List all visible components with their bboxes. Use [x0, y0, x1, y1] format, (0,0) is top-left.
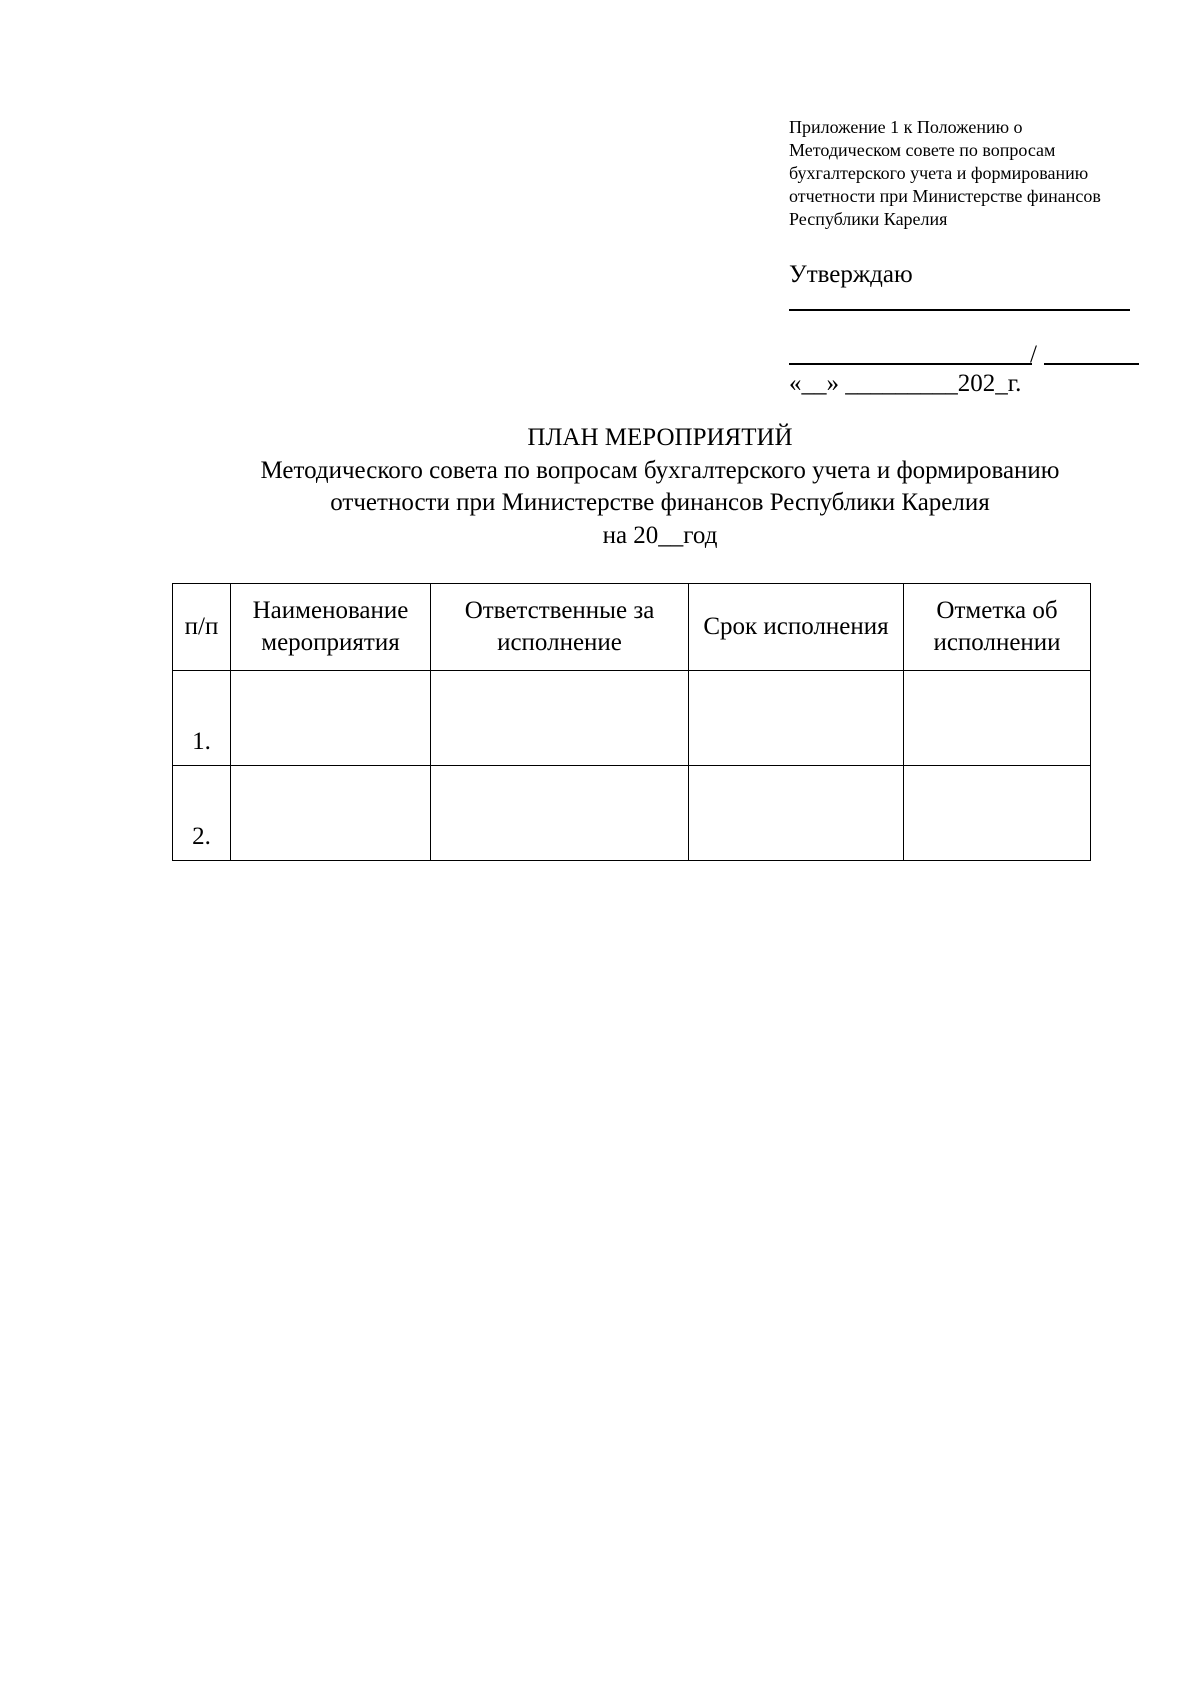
name-line: [1044, 363, 1139, 365]
appendix-line: отчетности при Министерстве финансов: [789, 186, 1101, 206]
document-heading: [100, 422, 1200, 552]
signature-line: [789, 363, 1032, 365]
appendix-line: Республики Карелия: [789, 209, 948, 229]
appendix-line: Методическом совете по вопросам: [789, 140, 1056, 160]
plan-table: [172, 583, 1091, 861]
table-row: [173, 671, 1091, 766]
table-row: [173, 766, 1091, 861]
appendix-note: [789, 116, 1179, 231]
row-completion-mark: [904, 671, 1091, 766]
header-deadline: Срок исполнения: [689, 584, 904, 671]
appendix-line: бухгалтерского учета и формированию: [789, 163, 1089, 183]
row-event-name: [231, 766, 431, 861]
row-responsible: [431, 766, 689, 861]
header-number: п/п: [173, 584, 231, 671]
document-year: на 20__год: [602, 521, 718, 549]
row-number: 1.: [173, 671, 231, 766]
header-event-name: Наименование мероприятия: [231, 584, 431, 671]
document-title: ПЛАН МЕРОПРИЯТИЙ: [527, 424, 793, 451]
approval-date: «__» _________202_г.: [789, 370, 1022, 397]
row-responsible: [431, 671, 689, 766]
document-subtitle-line1: Методического совета по вопросам бухгалтерского учета и формированию: [260, 456, 1060, 484]
approval-block: [789, 259, 1149, 401]
signature-row: [789, 335, 1139, 368]
row-event-name: [231, 671, 431, 766]
approval-title: Утверждаю: [789, 261, 913, 288]
row-deadline: [689, 766, 904, 861]
header-completion-mark: Отметка об исполнении: [904, 584, 1091, 671]
header-responsible: Ответственные за исполнение: [431, 584, 689, 671]
row-deadline: [689, 671, 904, 766]
appendix-line: Приложение 1 к Положению о: [789, 117, 1023, 137]
approver-position-line: [789, 309, 1130, 311]
row-completion-mark: [904, 766, 1091, 861]
signature-separator: /: [1030, 341, 1037, 368]
document-subtitle-line2: отчетности при Министерстве финансов Республики Карелия: [330, 489, 990, 516]
row-number: 2.: [173, 766, 231, 861]
table-header-row: [173, 584, 1091, 671]
